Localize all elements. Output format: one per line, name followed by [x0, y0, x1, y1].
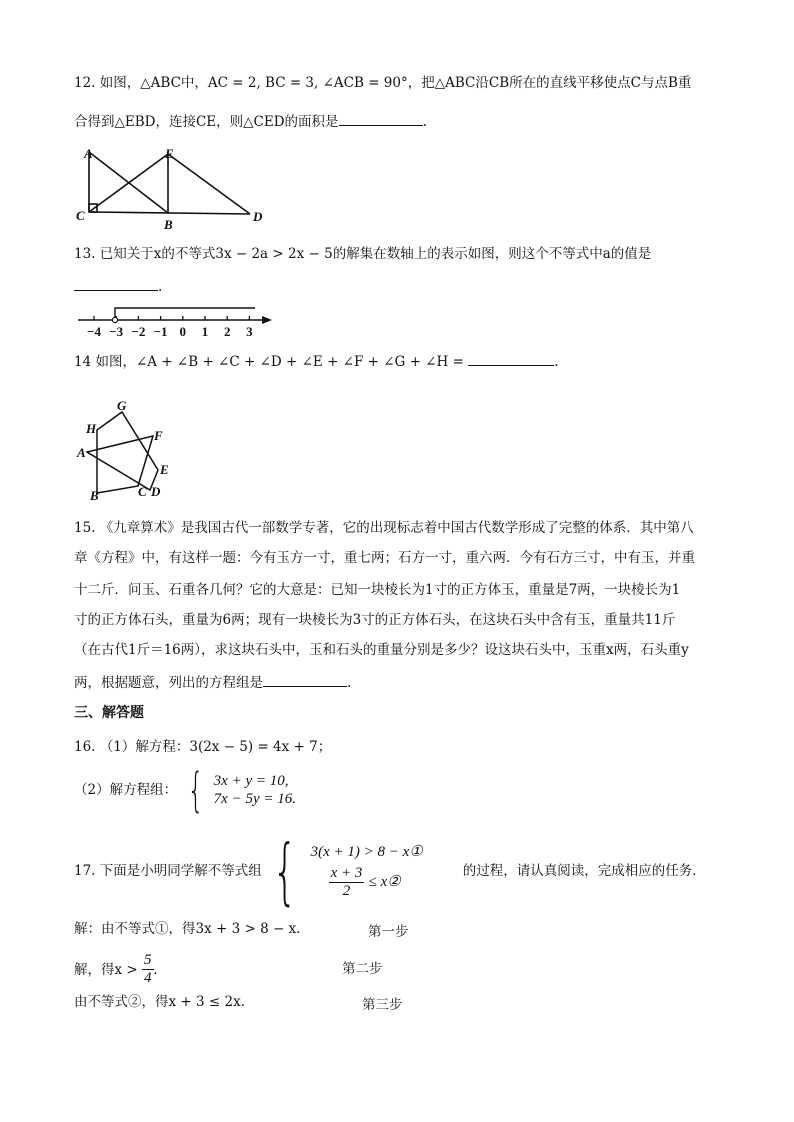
- step-label: 第三步: [362, 997, 403, 1013]
- label-a: A: [84, 146, 93, 161]
- tick-label: 1: [201, 324, 209, 339]
- q13-line1: 13. 已知关于x的不等式3x − 2a > 2x − 5的解集在数轴上的表示如图，则这个不等式中a的值是: [74, 246, 652, 262]
- inequality-2: [329, 865, 423, 900]
- brace: {: [272, 829, 298, 913]
- q15-line: 章《方程》中，有这样一题：今有玉方一寸，重七两；石方一寸，重六两．今有石方三寸，中有玉，并重: [74, 550, 695, 566]
- period: .: [554, 354, 559, 370]
- label-e: E: [160, 462, 169, 477]
- period: .: [347, 675, 352, 691]
- step-label: 第一步: [368, 924, 409, 940]
- solution-step-2: [74, 952, 167, 987]
- label-d: D: [253, 209, 263, 224]
- solution-step-1: [74, 920, 310, 938]
- step-text: 解：由不等式①，得3x + 3 > 8 − x．: [74, 921, 310, 937]
- fraction: [329, 865, 365, 900]
- step-text: 由不等式②，得x + 3 ≤ 2x．: [74, 994, 255, 1010]
- q12-text: 合得到△EBD，连接CE，则△CED的面积是: [74, 114, 339, 130]
- inequality-1: 3(x + 1) > 8 − x①: [310, 843, 423, 860]
- q16-part2-label: （2）解方程组：: [74, 782, 178, 798]
- tick-label: 3: [246, 324, 253, 339]
- step-text: 解，得x >: [74, 961, 138, 978]
- inequality-system: [262, 829, 423, 913]
- answer-blank[interactable]: [263, 672, 347, 687]
- q17-intro: [74, 829, 706, 913]
- tick-label: 0: [179, 324, 187, 339]
- section-heading: 三、解答题: [74, 705, 144, 721]
- q15-text: 两，根据题意，列出的方程组是: [74, 675, 263, 691]
- period: ．: [153, 961, 168, 978]
- brace: {: [187, 763, 205, 817]
- label-c: C: [76, 208, 85, 223]
- tick-label: −1: [153, 324, 168, 339]
- label-e: E: [165, 146, 174, 161]
- label-d: D: [151, 484, 161, 499]
- star-polygon: [87, 412, 158, 493]
- q16-part2: [74, 763, 296, 817]
- tick-label: −2: [131, 324, 146, 339]
- label-b: B: [164, 217, 173, 232]
- q15-last-line: [74, 672, 351, 692]
- label-g: G: [117, 398, 127, 413]
- label-b: B: [90, 488, 99, 503]
- q16-part1: 16. （1）解方程：3(2x − 5) = 4x + 7；: [74, 739, 332, 755]
- step-label: 第二步: [342, 961, 383, 977]
- q14-text: 14 如图，∠A + ∠B + ∠C + ∠D + ∠E + ∠F + ∠G + ∠H =: [74, 354, 464, 370]
- label-a: A: [77, 445, 86, 460]
- fraction: [142, 952, 154, 987]
- q17-text-after: 的过程，请认真阅读，完成相应的任务．: [462, 863, 706, 879]
- equation-2: 7x − 5y = 16.: [213, 791, 296, 807]
- q15-line: 十二斤．问玉、石重各几何？它的大意是：已知一块棱长为1寸的正方体玉，重量是7两，一块棱长为1: [74, 582, 681, 598]
- period: .: [158, 279, 163, 295]
- q12-line1: 12. 如图，△ABC中，AC = 2, BC = 3, ∠ACB = 90°，把△ABC沿CB所在的直线平移使点C与点B重: [74, 75, 692, 91]
- q15-line: 寸的正方体石头，重量为6两；现有一块棱长为3寸的正方体石头，在这块石头中含有玉，重量共11斤: [74, 612, 676, 628]
- equation-system: [181, 763, 296, 817]
- tick-label: −3: [109, 324, 124, 339]
- denominator: 4: [144, 970, 152, 986]
- inequality-2-rest: ≤ x②: [368, 873, 401, 890]
- q17-text: 17. 下面是小明同学解不等式组: [74, 863, 262, 879]
- denominator: 2: [342, 882, 351, 899]
- label-f: F: [154, 428, 163, 443]
- q15-line: 15. 《九章算术》是我国古代一部数学专著，它的出现标志着中国古代数学形成了完整的体系．其中第八: [74, 520, 694, 536]
- numerator: 5: [144, 952, 152, 968]
- numerator: x + 3: [330, 864, 363, 881]
- q15-line: （在古代1斤＝16两），求这块石头中，玉和石头的重量分别是多少？设这块石头中，玉重x两，石头重y: [74, 642, 689, 658]
- tick-label: −4: [87, 324, 101, 339]
- label-h: H: [86, 421, 97, 436]
- tick-label: 2: [223, 324, 231, 339]
- equation-1: 3x + y = 10,: [213, 773, 289, 789]
- period: .: [422, 114, 427, 130]
- solution-step-3: [74, 993, 254, 1011]
- label-c: C: [138, 484, 147, 499]
